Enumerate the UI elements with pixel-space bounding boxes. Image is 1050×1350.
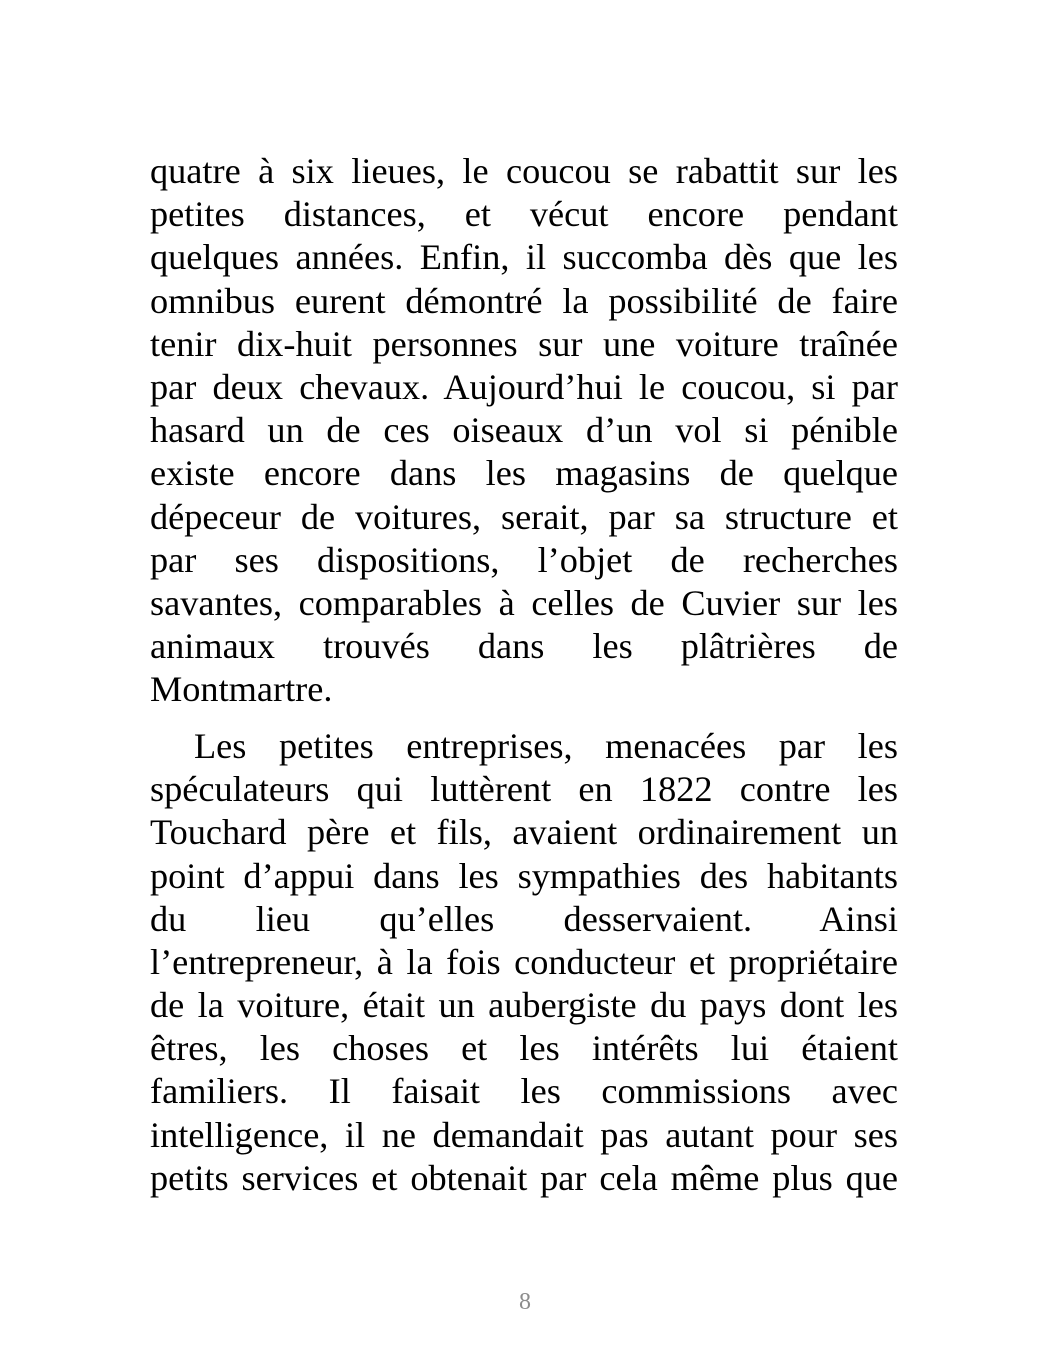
text-line: omnibus eurent démontré la possibilité de faire	[150, 280, 898, 321]
paragraph-1	[150, 150, 898, 711]
text-line: petites distances, et vécut encore pendant	[150, 194, 898, 235]
text-line: point d’appui dans les sympathies des habitants	[150, 855, 898, 896]
text-line: Touchard père et fils, avaient ordinairement un	[150, 812, 898, 853]
text-line: intelligence, il ne demandait pas autant pour ses	[150, 1114, 898, 1155]
page-number: 8	[519, 1289, 531, 1315]
text-line: quelques années. Enfin, il succomba dès que les	[150, 237, 898, 278]
text-line: Les petites entreprises, menacées par les	[194, 725, 898, 766]
text-line: animaux trouvés dans les plâtrières de	[150, 626, 898, 667]
paragraph-spacer	[150, 711, 898, 725]
text-line: savantes, comparables à celles de Cuvier sur les	[150, 582, 898, 623]
text-line: dépeceur de voitures, serait, par sa structure et	[150, 496, 898, 537]
body-text	[150, 150, 898, 1200]
text-line: existe encore dans les magasins de quelque	[150, 453, 898, 494]
text-line: hasard un de ces oiseaux d’un vol si pénible	[150, 410, 898, 451]
text-line: êtres, les choses et les intérêts lui étaient	[150, 1028, 898, 1069]
text-line: par ses dispositions, l’objet de recherches	[150, 539, 898, 580]
paragraph-2	[150, 725, 898, 1200]
text-line: l’entrepreneur, à la fois conducteur et propriétaire	[150, 941, 898, 982]
text-line: petits services et obtenait par cela même plus que	[150, 1157, 898, 1198]
text-line: par deux chevaux. Aujourd’hui le coucou, si par	[150, 366, 898, 407]
text-line: familiers. Il faisait les commissions avec	[150, 1071, 898, 1112]
text-line: spéculateurs qui luttèrent en 1822 contre les	[150, 769, 898, 810]
text-line: quatre à six lieues, le coucou se rabattit sur les	[150, 151, 898, 191]
text-line: tenir dix-huit personnes sur une voiture traînée	[150, 323, 898, 364]
text-line: Montmartre.	[150, 669, 333, 710]
text-line: du lieu qu’elles desservaient. Ainsi	[150, 898, 898, 939]
text-line: de la voiture, était un aubergiste du pays dont les	[150, 985, 898, 1026]
